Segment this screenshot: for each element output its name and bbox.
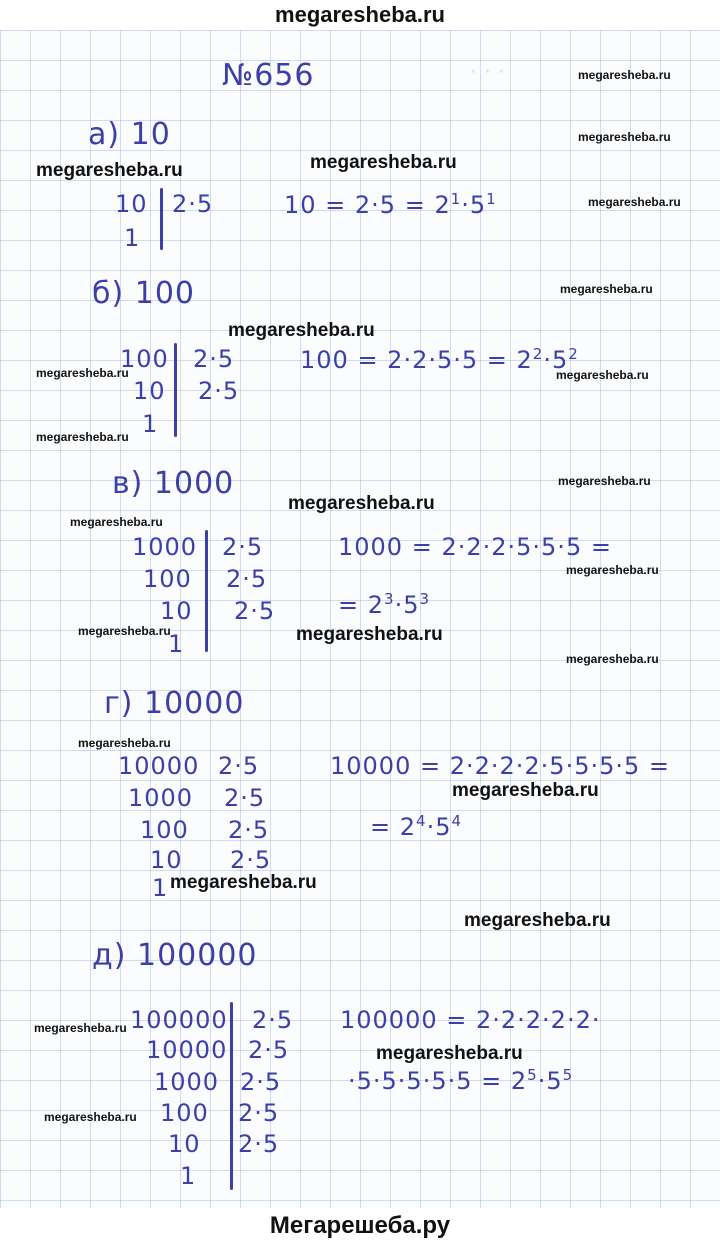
table-cell: 2·5: [226, 565, 268, 593]
table-cell: 2·5: [238, 1130, 280, 1158]
ghost-writing: · · ·: [470, 60, 505, 85]
table-cell: 1000: [154, 1068, 220, 1096]
table-cell: 2·5: [222, 533, 264, 561]
watermark: megaresheba.ru: [558, 474, 651, 488]
table-cell: 10: [133, 377, 166, 405]
section-d-title: г) 10000: [104, 686, 245, 721]
watermark: megaresheba.ru: [560, 282, 653, 296]
watermark: megaresheba.ru: [34, 1021, 127, 1035]
table-cell: 1: [152, 874, 169, 902]
watermark: megaresheba.ru: [452, 780, 599, 801]
table-cell: 100000: [130, 1006, 228, 1034]
table-cell: 2·5: [218, 752, 260, 780]
table-cell: 100: [160, 1099, 209, 1127]
section-b-title: б) 100: [92, 276, 196, 311]
table-cell: 2·5: [224, 784, 266, 812]
watermark: megaresheba.ru: [36, 430, 129, 444]
equation: 10000 = 2·2·2·2·5·5·5·5 =: [330, 752, 671, 780]
watermark: megaresheba.ru: [578, 68, 671, 82]
watermark: megaresheba.ru: [78, 736, 171, 750]
table-cell: 10: [168, 1130, 201, 1158]
equation: $\cdot 5\cdot 5\cdot 5\cdot 5\cdot 5 = 2^5\cdot 5^5$: [348, 1066, 574, 1095]
table-cell: 2·5: [248, 1036, 290, 1064]
table-cell: 2·5: [198, 377, 240, 405]
watermark: megaresheba.ru: [578, 130, 671, 144]
table-cell: 100: [143, 565, 192, 593]
watermark: megaresheba.ru: [310, 152, 457, 173]
division-line: [160, 188, 163, 250]
watermark: megaresheba.ru: [566, 652, 659, 666]
watermark: megaresheba.ru: [588, 195, 681, 209]
table-cell: 2·5: [238, 1099, 280, 1127]
table-cell: 10: [150, 846, 183, 874]
watermark: megaresheba.ru: [44, 1110, 137, 1124]
watermark: megaresheba.ru: [228, 320, 375, 341]
division-line: [230, 1002, 233, 1190]
watermark: megaresheba.ru: [464, 910, 611, 931]
table-cell: 2·5: [228, 816, 270, 844]
equation: $10 = 2\cdot 5 = 2^1\cdot 5^1$: [284, 190, 497, 219]
watermark: megaresheba.ru: [566, 563, 659, 577]
table-cell: 100: [140, 816, 189, 844]
site-footer: Мегарешеба.ру: [0, 1208, 720, 1243]
watermark: megaresheba.ru: [78, 624, 171, 638]
section-c-title: в) 1000: [112, 466, 235, 501]
site-header: megaresheba.ru: [0, 0, 720, 30]
table-cell: 2·5: [234, 597, 276, 625]
table-cell: 2·5: [240, 1068, 282, 1096]
watermark: megaresheba.ru: [556, 368, 649, 382]
problem-number: №656: [222, 58, 315, 93]
table-cell: 100: [120, 345, 169, 373]
division-line: [205, 530, 208, 652]
equation: 100000 = 2·2·2·2·2·: [340, 1006, 601, 1034]
table-cell: 10: [160, 597, 193, 625]
table-cell: 10000: [118, 752, 200, 780]
equation: = $2^4\cdot 5^4$: [370, 812, 463, 841]
table-cell: 1000: [128, 784, 194, 812]
equation: $100 = 2\cdot 2\cdot 5\cdot 5 = 2^2\cdot 5^2$: [300, 345, 579, 374]
table-cell: 2·5: [193, 345, 235, 373]
table-cell: 1: [168, 630, 185, 658]
watermark: megaresheba.ru: [36, 160, 183, 181]
watermark: megaresheba.ru: [376, 1043, 523, 1064]
watermark: megaresheba.ru: [288, 493, 435, 514]
table-cell: 1: [142, 410, 159, 438]
table-cell: 10: [115, 190, 148, 218]
table-cell: 2·5: [172, 190, 214, 218]
division-line: [174, 343, 177, 437]
equation: = $2^3\cdot 5^3$: [338, 590, 431, 619]
section-a-title: а) 10: [88, 117, 171, 152]
table-cell: 1000: [132, 533, 198, 561]
table-cell: 1: [180, 1162, 197, 1190]
section-e-title: д) 100000: [92, 938, 258, 973]
watermark: megaresheba.ru: [170, 872, 317, 893]
table-cell: 2·5: [252, 1006, 294, 1034]
table-cell: 1: [124, 224, 141, 252]
table-cell: 2·5: [230, 846, 272, 874]
watermark: megaresheba.ru: [70, 515, 163, 529]
watermark: megaresheba.ru: [36, 366, 129, 380]
watermark: megaresheba.ru: [296, 624, 443, 645]
table-cell: 10000: [146, 1036, 228, 1064]
equation: 1000 = 2·2·2·5·5·5 =: [338, 533, 612, 561]
